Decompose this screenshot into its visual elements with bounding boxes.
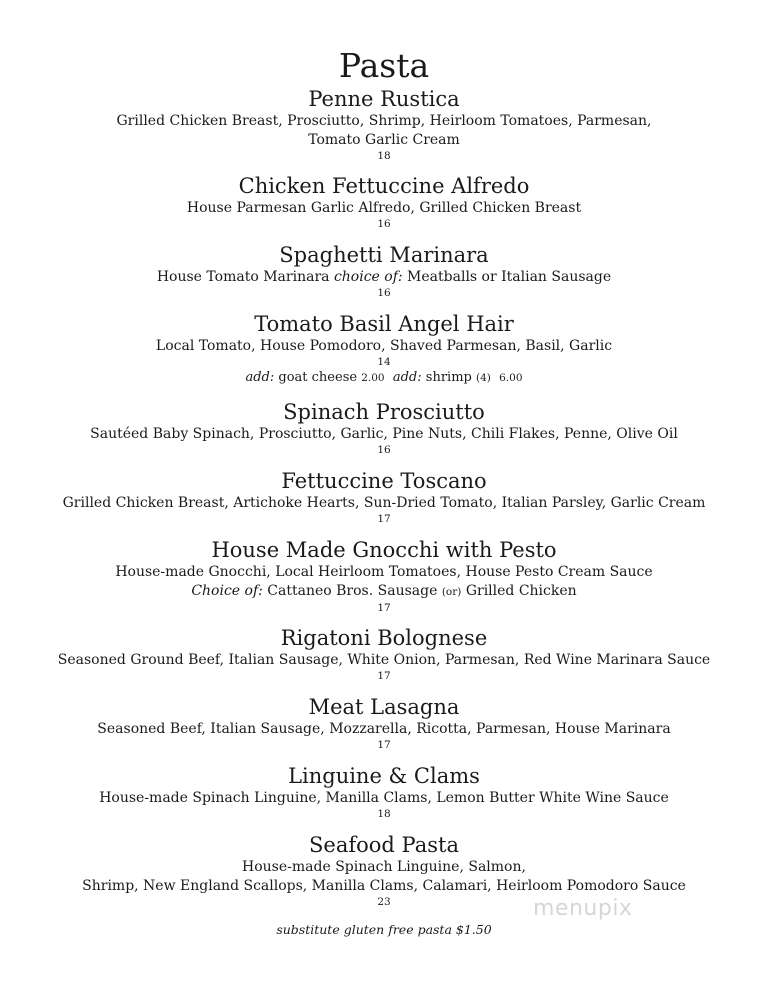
- dish-description-line2: Shrimp, New England Scallops, Manilla Clams, Calamari, Heirloom Pomodoro Sauce: [82, 878, 686, 894]
- dish-fettuccine-toscano: [0, 468, 768, 526]
- dish-name: Penne Rustica: [308, 87, 460, 111]
- dish-price: 17: [377, 670, 391, 682]
- dish-description: Seasoned Beef, Italian Sausage, Mozzarella, Ricotta, Parmesan, House Marinara: [97, 721, 671, 737]
- desc-choice-label: choice of:: [333, 269, 403, 285]
- dish-description: House-made Gnocchi, Local Heirloom Tomatoes, House Pesto Cream Sauce: [115, 564, 653, 580]
- dish-description: Sautéed Baby Spinach, Prosciutto, Garlic, Pine Nuts, Chili Flakes, Penne, Olive Oil: [90, 426, 678, 442]
- dish-price: 16: [377, 444, 391, 456]
- addon-item: shrimp: [421, 370, 476, 385]
- dish-description: [0, 268, 768, 287]
- dish-name: House Made Gnocchi with Pesto: [211, 538, 557, 562]
- dish-choice: [0, 582, 768, 602]
- desc-text: House Tomato Marinara: [156, 269, 334, 285]
- watermark-logo: menupix: [533, 896, 633, 921]
- dish-price: 17: [377, 513, 391, 525]
- dish-tomato-basil-angel-hair: [0, 311, 768, 387]
- dish-price: 18: [377, 150, 391, 162]
- dish-spaghetti-marinara: [0, 242, 768, 300]
- choice-option: Grilled Chicken: [461, 583, 577, 599]
- addon-label: add:: [392, 370, 422, 385]
- dish-addons: [0, 369, 768, 387]
- dish-description: House-made Spinach Linguine, Manilla Clams, Lemon Butter White Wine Sauce: [99, 790, 669, 806]
- addon-qty: (4): [475, 372, 491, 384]
- dish-seafood-pasta: [0, 832, 768, 909]
- dish-price: 23: [377, 896, 391, 908]
- gluten-free-note: substitute gluten free pasta $1.50: [276, 922, 492, 937]
- addon-label: add:: [245, 370, 275, 385]
- dish-chicken-fettuccine-alfredo: [0, 173, 768, 231]
- dish-description: Local Tomato, House Pomodoro, Shaved Parmesan, Basil, Garlic: [155, 338, 613, 354]
- section-title: Pasta: [338, 46, 430, 85]
- dish-price: 14: [377, 356, 391, 368]
- dish-meat-lasagna: [0, 694, 768, 752]
- choice-option: Cattaneo Bros. Sausage: [262, 583, 442, 599]
- dish-price: 16: [377, 287, 391, 299]
- dish-name: Meat Lasagna: [308, 695, 460, 719]
- dish-price: 17: [377, 602, 391, 614]
- addon-price: 2.00: [361, 372, 385, 384]
- dish-linguine-clams: [0, 763, 768, 821]
- addon-price: 6.00: [499, 372, 523, 384]
- dish-name: Linguine & Clams: [288, 764, 480, 788]
- dish-name: Chicken Fettuccine Alfredo: [238, 174, 530, 198]
- dish-description: Grilled Chicken Breast, Prosciutto, Shrimp, Heirloom Tomatoes, Parmesan,: [116, 113, 652, 129]
- dish-name: Rigatoni Bolognese: [280, 626, 488, 650]
- dish-description: Grilled Chicken Breast, Artichoke Hearts, Sun-Dried Tomato, Italian Parsley, Garlic Cream: [62, 495, 706, 511]
- dish-gnocchi-pesto: [0, 537, 768, 615]
- dish-name: Seafood Pasta: [309, 833, 459, 857]
- dish-description: Seasoned Ground Beef, Italian Sausage, White Onion, Parmesan, Red Wine Marinara Sauce: [57, 652, 711, 668]
- dish-price: 16: [377, 218, 391, 230]
- dish-name: Spaghetti Marinara: [279, 243, 489, 267]
- dish-price: 17: [377, 739, 391, 751]
- dish-name: Tomato Basil Angel Hair: [254, 312, 514, 336]
- dish-rigatoni-bolognese: [0, 625, 768, 683]
- choice-or: (or): [441, 586, 462, 598]
- choice-label: Choice of:: [191, 583, 263, 599]
- dish-penne-rustica: [0, 86, 768, 163]
- addon-item: goat cheese: [274, 370, 362, 385]
- dish-name: Fettuccine Toscano: [281, 469, 487, 493]
- dish-description: House Parmesan Garlic Alfredo, Grilled Chicken Breast: [186, 200, 582, 216]
- dish-price: 18: [377, 808, 391, 820]
- dish-name: Spinach Prosciutto: [283, 400, 485, 424]
- dish-description-line2: Tomato Garlic Cream: [308, 132, 460, 148]
- dish-spinach-prosciutto: [0, 399, 768, 457]
- desc-text: Meatballs or Italian Sausage: [402, 269, 612, 285]
- dish-description: House-made Spinach Linguine, Salmon,: [242, 859, 526, 875]
